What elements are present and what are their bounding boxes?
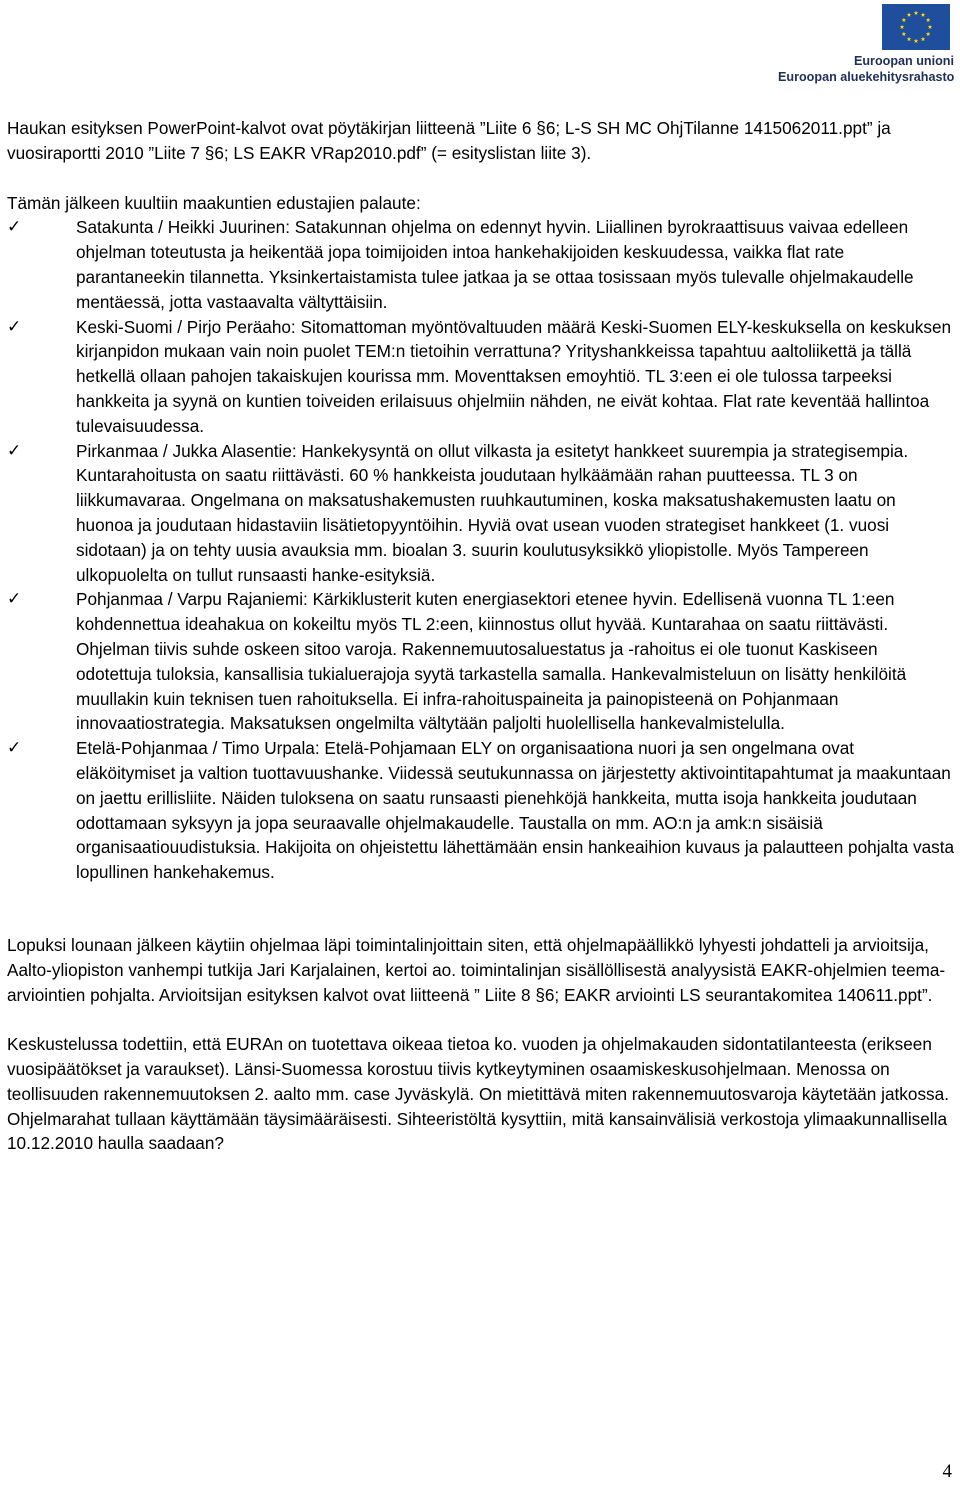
- closing-paragraph-1: Lopuksi lounaan jälkeen käytiin ohjelmaa läpi toimintalinjoittain siten, että ohjelmapäällikkö lyhyesti johdatteli ja arvioitsija, Aalto-yliopiston vanhempi tutkija Jari Karjalainen, kertoi ao. toimintalinjan sisällöllisestä analyysistä EAKR-ohjelmien teema-arviointien pohjalta. Arvioitsijan esityksen kalvot ovat liitteenä ” Liite 8 §6; EAKR arviointi LS seurantakomitea 140611.ppt”.: [7, 934, 946, 1005]
- feedback-text: Pirkanmaa / Jukka Alasentie: Hankekysyntä on ollut vilkasta ja esitetyt hankkeet suurempia ja strategisempia. Kuntarahoitusta on saatu riittävästi. 60 % hankkeista joudutaan hylkäämään rahan puutteessa. TL 3 on liikkumavaraa. Ongelmana on maksatushakemusten ruuhkautuminen, koska maksatushakemusten laatu on huonoa ja joudutaan hidastaviin lisätietopyyntöihin. Hyviä ovat usean vuoden strategiset hankkeet (1. vuosi sidotaan) ja on tehty uusia avauksia mm. bioalan 3. suurin koulutusyksikkö yliopistolle. Myös Tampereen ulkopuolelta on tullut runsaasti hanke-esityksiä.: [76, 440, 909, 585]
- feedback-text: Etelä-Pohjanmaa / Timo Urpala: Etelä-Pohjamaan ELY on organisaationa nuori ja sen ongelmana ovat eläköitymiset ja valtion tuottavuushanke. Viidessä seutukunnassa on järjestetty aktivointitapahtumat ja maakuntaan on jaettu erillisliite. Näiden tuloksena on saatu runsaasti pienehköjä hankkeita, mutta isoja hankkeita joudutaan odottamaan syksyyn ja jopa seuraavalle ohjelmakaudelle. Taustalla on mm. AO:n ja amk:n sisäisiä organisaatiouudistuksia. Hakijoita on ohjeistettu lähettämään ensin hankeaihion kuvaus ja palautteen pohjalta vasta lopullinen hankehakemus.: [76, 738, 955, 883]
- feedback-list: [7, 215, 957, 885]
- document-body: [7, 116, 957, 1156]
- feedback-item-etela-pohjanmaa: [7, 736, 957, 885]
- check-mark-icon: ✓: [7, 217, 22, 237]
- feedback-intro: Tämän jälkeen kuultiin maakuntien edustajien palaute:: [7, 192, 421, 213]
- logo-text-fund: Euroopan aluekehitysrahasto: [778, 70, 955, 84]
- page-number: 4: [942, 1461, 952, 1482]
- feedback-text: Pohjanmaa / Varpu Rajaniemi: Kärkiklusterit kuten energiasektori etenee hyvin. Edellisenä vuonna TL 1:een kohdennettua ideahakua on kokeiltu myös TL 2:een, kiinnostus ollut hyvää. Kuntarahaa on saatu riittävästi. Ohjelman tiivis suhde oskeen sitoo varoja. Rakennemuutosaluestatus ja -rahoitus ei ole tuonut Kaskiseen odotettuja tuloksia, kansallisia tukialuerajoja syytä tarkastella samalla. Hankevalmisteluun on lisätty henkilöitä muullakin kuin teknisen tuen rahoituksella. Ei infra-rahoituspaineita ja painopisteenä on Pohjanmaan innovaatiostrategia. Maksatuksen ongelmilta vältytään paljolti huolellisella hankevalmistelulla.: [76, 589, 907, 734]
- eu-logo: [778, 4, 954, 92]
- feedback-item-pirkanmaa: [7, 439, 957, 588]
- feedback-text: Keski-Suomi / Pirjo Peräaho: Sitomattoman myöntövaltuuden määrä Keski-Suomen ELY-keskuksella on keskuksen kirjanpidon mukaan vain noin puolet TEM:n tietoihin verrattuna? Yrityshankkeissa tapahtuu aaltoliikettä ja tällä hetkellä ollaan pahojen takaiskujen kourissa mm. Moventtaksen emoyhtiö. TL 3:een ei ole tulossa tarpeeksi hankkeita ja syynä on kuntien toiveiden erilaisuus ohjelmiin nähden, ne eivät kohtaa. Flat rate keventää hallintoa tulevaisuudessa.: [76, 316, 952, 436]
- check-mark-icon: ✓: [7, 316, 22, 336]
- feedback-item-pohjanmaa: [7, 587, 957, 736]
- feedback-item-keski-suomi: [7, 315, 957, 439]
- eu-flag-icon: [882, 4, 950, 50]
- check-mark-icon: ✓: [7, 440, 22, 460]
- check-mark-icon: ✓: [7, 738, 22, 758]
- feedback-text: Satakunta / Heikki Juurinen: Satakunnan ohjelma on edennyt hyvin. Liiallinen byrokraattisuus vaivaa edelleen ohjelman toteutusta ja heikentää jopa toimijoiden intoa hankehakijoiden keskuudessa, vaikka flat rate parantaneekin tilannetta. Yksinkertaistamista tulee jatkaa ja se ottaa tosissaan myös tulevalle ohjelmakaudelle mentäessä, jotta vastaavalta vältyttäisiin.: [76, 217, 914, 312]
- intro-paragraph: Haukan esityksen PowerPoint-kalvot ovat pöytäkirjan liitteenä ”Liite 6 §6; L-S SH MC OhjTilanne 1415062011.ppt” ja vuosiraportti 2010 ”Liite 7 §6; LS EAKR VRap2010.pdf” (= esityslistan liite 3).: [7, 118, 891, 163]
- check-mark-icon: ✓: [7, 589, 22, 609]
- closing-paragraph-2: Keskustelussa todettiin, että EURAn on tuotettava oikeaa tietoa ko. vuoden ja ohjelmakauden sidontatilanteesta (erikseen vuosipäätökset ja varaukset). Länsi-Suomessa korostuu tiivis kytkeytyminen osaamiskeskusohjelmaan. Menossa on teollisuuden rakennemuutoksen 2. aalto mm. case Jyväskylä. On mietittävä miten rakennemuutosvaroja käytetään jatkossa. Ohjelmarahat tullaan käyttämään täysimääräisesti. Sihteeristöltä kysyttiin, mitä kansainvälisiä verkostoja ylimaakunnallisella 10.12.2010 haulla saadaan?: [7, 1034, 949, 1154]
- logo-text-eu: Euroopan unioni: [853, 54, 954, 68]
- feedback-item-satakunta: [7, 215, 957, 314]
